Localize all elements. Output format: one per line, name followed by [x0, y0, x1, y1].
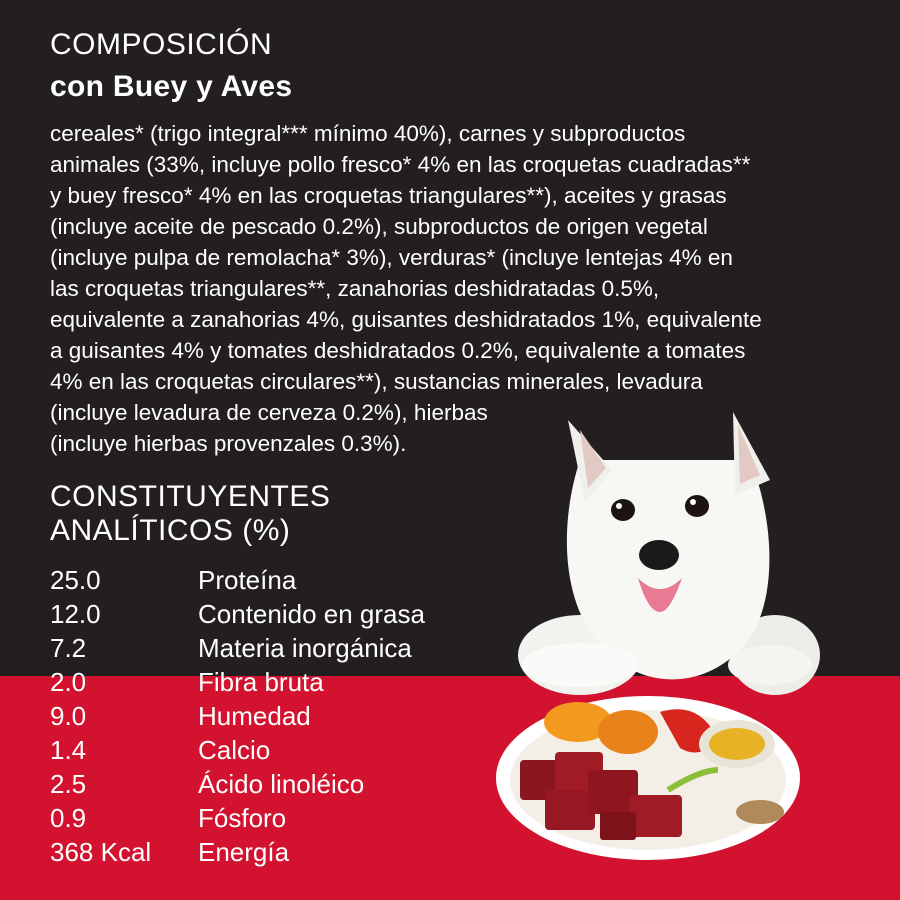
composition-title: COMPOSICIÓN: [50, 28, 273, 61]
dog-image: [518, 412, 820, 695]
food-bowl-image: [496, 696, 800, 860]
analytics-table: [50, 563, 425, 869]
ingredients-line: (incluye pulpa de remolacha* 3%), verduras* (incluye lentejas 4% en: [50, 245, 733, 270]
analytics-row: [50, 767, 425, 801]
analytics-label: Contenido en grasa: [198, 599, 425, 629]
composition-subtitle: con Buey y Aves: [50, 70, 293, 103]
analytics-row: [50, 801, 425, 835]
analytics-row: [50, 835, 425, 869]
analytics-label: Calcio: [198, 735, 271, 765]
analytics-row: [50, 665, 425, 699]
ingredients-line: las croquetas triangulares**, zanahorias deshidratadas 0.5%,: [50, 276, 660, 301]
analytics-row: [50, 733, 425, 767]
analytics-label: Ácido linoléico: [198, 769, 365, 799]
ingredients-line: (incluye levadura de cerveza 0.2%), hierbas: [50, 400, 488, 425]
ingredients-line: 4% en las croquetas circulares**), sustancias minerales, levadura: [50, 369, 703, 394]
analytics-value: 9.0: [50, 701, 87, 731]
analytics-value: 7.2: [50, 633, 87, 663]
analytics-value: 0.9: [50, 803, 87, 833]
ingredients-line: cereales* (trigo integral*** mínimo 40%), carnes y subproductos: [50, 121, 686, 146]
analytics-label: Humedad: [198, 701, 311, 731]
analytics-title-line: ANALÍTICOS (%): [50, 514, 291, 547]
analytics-value: 25.0: [50, 565, 101, 595]
analytics-row: [50, 597, 425, 631]
dog-and-food-illustration: [490, 400, 900, 900]
analytics-row: [50, 699, 425, 733]
analytics-label: Energía: [198, 837, 290, 867]
analytics-row: [50, 631, 425, 665]
analytics-title: [50, 480, 330, 548]
ingredients-line: (incluye hierbas provenzales 0.3%).: [50, 431, 407, 456]
analytics-label: Fibra bruta: [198, 667, 324, 697]
analytics-value: 368 Kcal: [50, 837, 152, 867]
analytics-label: Proteína: [198, 565, 297, 595]
analytics-title-line: CONSTITUYENTES: [50, 480, 331, 513]
ingredients-line: y buey fresco* 4% en las croquetas triangulares**), aceites y grasas: [50, 183, 727, 208]
ingredients-line: a guisantes 4% y tomates deshidratados 0.2%, equivalente a tomates: [50, 338, 746, 363]
ingredients-line: (incluye aceite de pescado 0.2%), subproductos de origen vegetal: [50, 214, 708, 239]
analytics-value: 2.0: [50, 667, 87, 697]
analytics-value: 12.0: [50, 599, 101, 629]
analytics-value: 2.5: [50, 769, 87, 799]
ingredients-line: equivalente a zanahorias 4%, guisantes deshidratados 1%, equivalente: [50, 307, 762, 332]
analytics-label: Fósforo: [198, 803, 287, 833]
analytics-value: 1.4: [50, 735, 87, 765]
ingredients-line: animales (33%, incluye pollo fresco* 4% en las croquetas cuadradas**: [50, 152, 751, 177]
analytics-row: [50, 563, 425, 597]
analytics-label: Materia inorgánica: [198, 633, 412, 663]
